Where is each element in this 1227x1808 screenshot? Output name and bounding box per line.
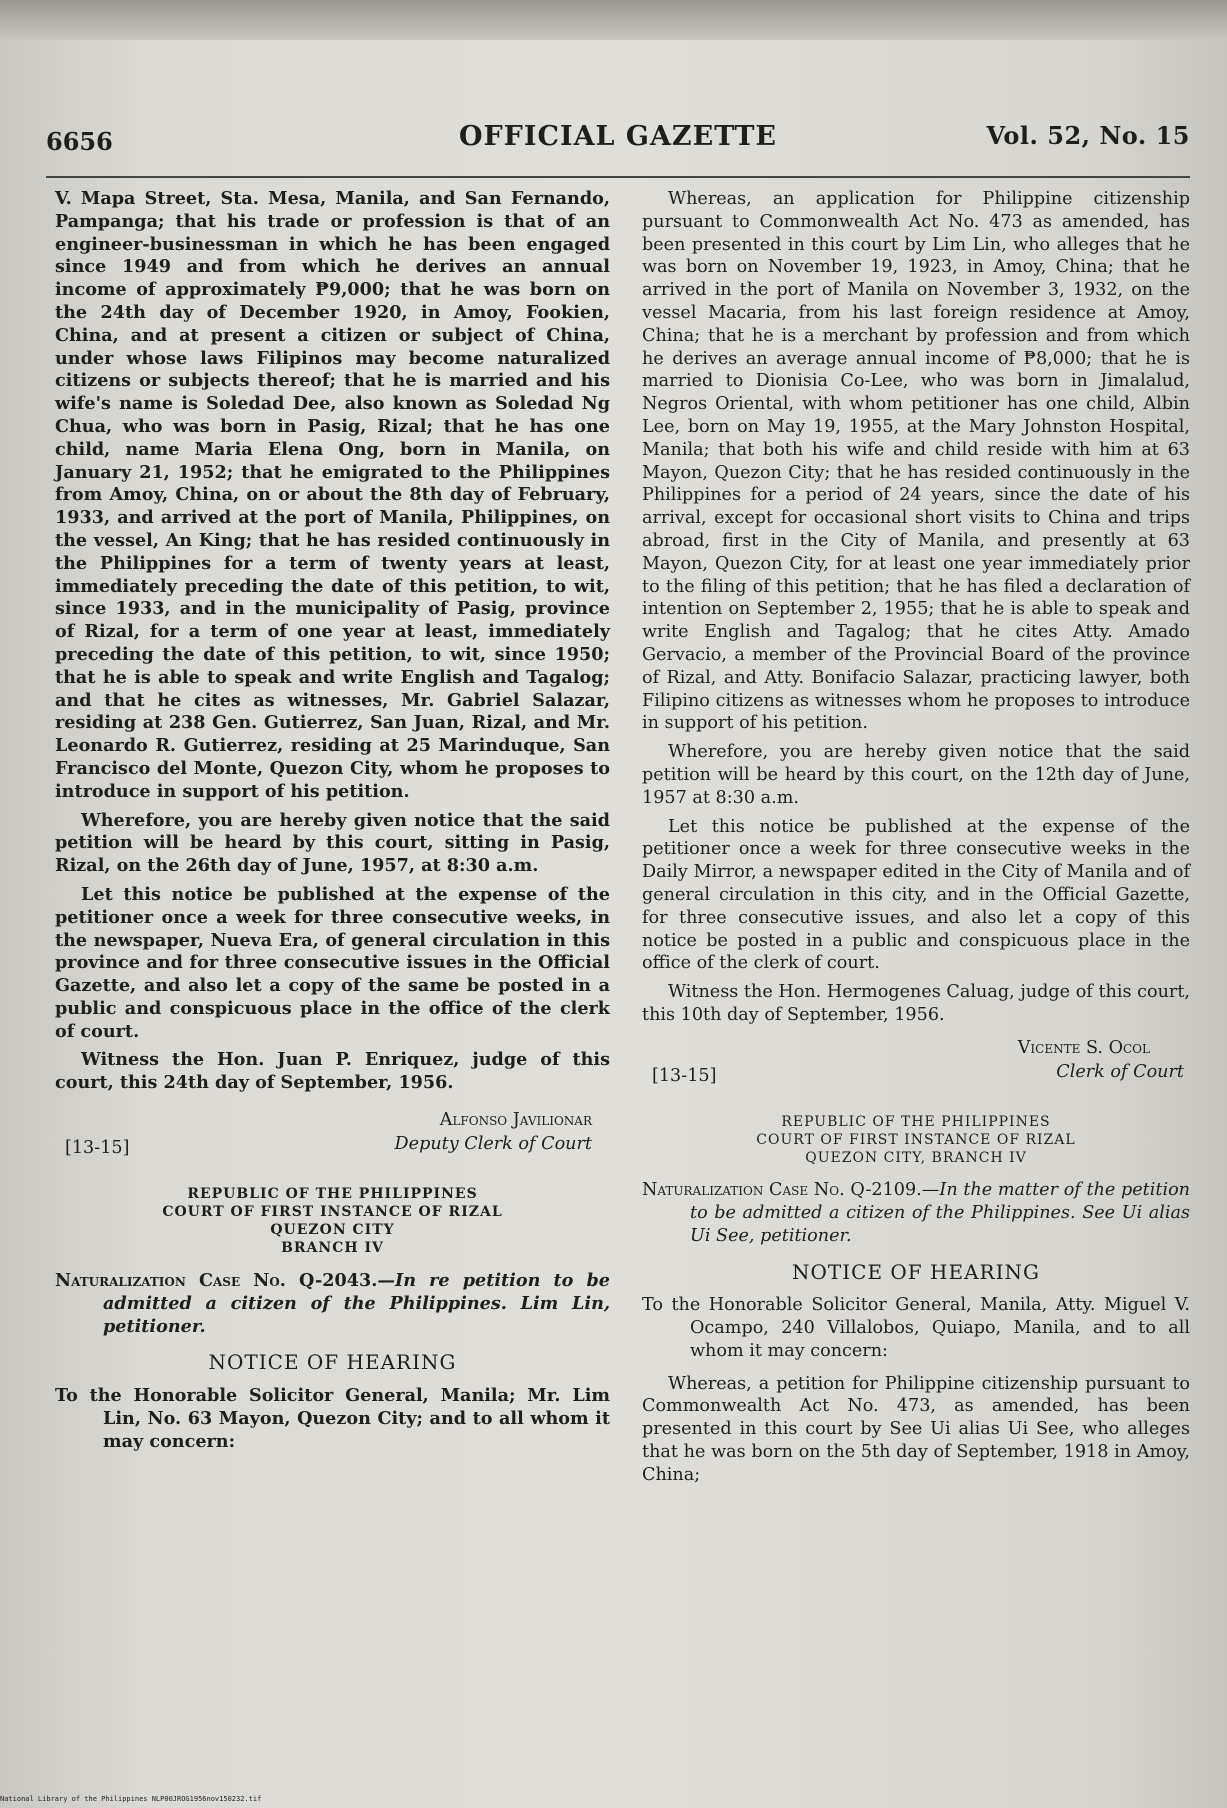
right-case-label: Naturalization Case No. Q-2109.: [642, 1179, 922, 1200]
left-court-heading: [55, 1185, 610, 1257]
left-case-caption: [55, 1269, 610, 1338]
page-number: 6656: [46, 127, 113, 156]
left-signature-block: [55, 1109, 610, 1159]
court-line: REPUBLIC OF THE PHILIPPINES: [187, 1186, 478, 1203]
right-paragraph-4: Witness the Hon. Hermogenes Caluag, judge of this court, this 10th day of September, 1956.: [642, 982, 1190, 1025]
left-paragraph-2: Wherefore, you are hereby given notice that the said petition will be heard by this court, sitting in Pasig, Rizal, on the 26th day of June, 1957, at 8:30 a.m.: [55, 809, 610, 877]
left-signatory-name: Alfonso Javilionar: [439, 1110, 592, 1131]
right-column: [642, 188, 1190, 1487]
right-case-description: —In the matter of the petition to be admitted a citizen of the Philippines. See Ui alias Ui See, petitioner.: [690, 1179, 1191, 1246]
left-paragraph-3: Let this notice be published at the expense of the petitioner once a week for three consecutive weeks, in the newspaper, Nueva Era, of general circulation in this province and for three consecutive issues in the Official Gazette, and also let a copy of the same be posted in a public and conspicuous place in the office of the clerk of court.: [55, 883, 610, 1042]
header-rule: [46, 176, 1190, 178]
left-issue-citation: [13-15]: [65, 1138, 130, 1159]
right-issue-citation: [13-15]: [652, 1065, 717, 1086]
court-line: COURT OF FIRST INSTANCE OF RIZAL: [756, 1131, 1076, 1148]
left-column: [55, 188, 610, 1453]
right-notice-title: NOTICE OF HEARING: [792, 1259, 1040, 1284]
court-line: QUEZON CITY, BRANCH IV: [805, 1149, 1027, 1166]
left-case-description: —In re petition to be admitted a citizen of the Philippines. Lim Lin, petitioner.: [103, 1270, 610, 1338]
right-paragraph-2: Wherefore, you are hereby given notice that the said petition will be heard by this court, on the 12th day of June, 1957 at 8:30 a.m.: [642, 742, 1190, 808]
court-line: BRANCH IV: [281, 1240, 384, 1257]
left-notice-title: NOTICE OF HEARING: [208, 1350, 457, 1375]
page-header: [46, 117, 1190, 157]
right-paragraph-3: Let this notice be published at the expense of the petitioner once a week for three consecutive weeks in the Daily Mirror, a newspaper edited in the City of Manila and of general circulation in this city, and in the Official Gazette, for three consecutive issues, and also let a copy of this notice be posted in a public and conspicuous place in the office of the clerk of court.: [642, 816, 1190, 974]
left-paragraph-1: V. Mapa Street, Sta. Mesa, Manila, and San Fernando, Pampanga; that his trade or profession is that of an engineer-businessman in which he has been engaged since 1949 and from which he derives an annual income of approximately ₱9,000; that he was born on the 24th day of December 1920, in Amoy, Fookien, China, and at present a citizen or subject of China, under whose laws Filipinos may become naturalized citizens or subjects thereof; that he is married and his wife's name is Soledad Dee, also known as Soledad Ng Chua, who was born in Pasig, Rizal; that he has one child, name Maria Elena Ong, born in Manila, on January 21, 1952; that he emigrated to the Philippines from Amoy, China, on or about the 8th day of February, 1933, and arrived at the port of Manila, Philippines, on the vessel, An King; that he has resided continuously in the Philippines for a term of twenty years at least, immediately preceding the date of this petition, to wit, since 1933, and in the municipality of Pasig, province of Rizal, for a term of one year at least, immediately preceding the date of this petition, to wit, since 1950; that he is able to speak and write English and Tagalog; and that he cites as witnesses, Mr. Gabriel Salazar, residing at 238 Gen. Gutierrez, San Juan, Rizal, and Mr. Leonardo R. Gutierrez, residing at 25 Marinduque, San Francisco del Monte, Quezon City, whom he proposes to introduce in support of his petition.: [55, 188, 610, 802]
right-court-heading: [642, 1113, 1190, 1167]
scan-footer: National Library of the Philippines NLP00JROG1956nov150232.tif: [0, 1795, 262, 1803]
left-case-label: Naturalization Case No. Q-2043.: [55, 1270, 378, 1292]
right-case-caption: [642, 1179, 1190, 1248]
right-paragraph-5: Whereas, a petition for Philippine citizenship pursuant to Commonwealth Act No. 473, as amended, has been presented in this court by See Ui alias Ui See, who alleges that he was born on the 5th day of September, 1918 in Amoy, China;: [642, 1373, 1190, 1485]
left-paragraph-4: Witness the Hon. Juan P. Enriquez, judge of this court, this 24th day of September, 1956.: [55, 1049, 610, 1094]
right-signature-block: [642, 1037, 1190, 1087]
right-signatory-name: Vicente S. Ocol: [1017, 1037, 1150, 1058]
right-addressees: To the Honorable Solicitor General, Manila, Atty. Miguel V. Ocampo, 240 Villalobos, Quiapo, Manila, and to all whom it may concern:: [642, 1294, 1190, 1361]
scan-top-edge: [0, 0, 1227, 40]
court-line: COURT OF FIRST INSTANCE OF RIZAL: [162, 1204, 503, 1221]
right-paragraph-1: Whereas, an application for Philippine citizenship pursuant to Commonwealth Act No. 473 as amended, has been presented in this court by Lim Lin, who alleges that he was born on November 19, 1923, in Amoy, China; that he arrived in the port of Manila on November 3, 1932, on the vessel Macaria, from his last foreign residence at Amoy, China; that he is a merchant by profession and from which he derives an average annual income of ₱8,000; that he is married to Dionisia Co-Lee, who was born in Jimalalud, Negros Oriental, with whom petitioner has one child, Albin Lee, born on May 19, 1955, at the Mary Johnston Hospital, Manila; that both his wife and child reside with him at 63 Mayon, Quezon City; that he has resided continuously in the Philippines for a period of 24 years, since the date of his arrival, except for occasional short visits to China and trips abroad, first in the City of Manila, and presently at 63 Mayon, Quezon City, for at least one year immediately prior to the filing of this petition; that he has filed a declaration of intention on September 2, 1955; that he is able to speak and write English and Tagalog; that he cites Atty. Amado Gervacio, a member of the Provincial Board of the province of Rizal, and Atty. Bonifacio Salazar, practicing lawyer, both Filipino citizens as witnesses whom he proposes to introduce in support of his petition.: [642, 189, 1190, 734]
right-signatory-title: Clerk of Court: [1056, 1061, 1184, 1082]
court-line: QUEZON CITY: [270, 1222, 395, 1239]
left-signatory-title: Deputy Clerk of Court: [394, 1134, 592, 1155]
left-addressees: To the Honorable Solicitor General, Manila; Mr. Lim Lin, No. 63 Mayon, Quezon City; and to all whom it may concern:: [55, 1385, 610, 1453]
volume-number: Vol. 52, No. 15: [986, 121, 1190, 150]
publication-title: OFFICIAL GAZETTE: [458, 121, 778, 152]
court-line: REPUBLIC OF THE PHILIPPINES: [781, 1113, 1051, 1130]
